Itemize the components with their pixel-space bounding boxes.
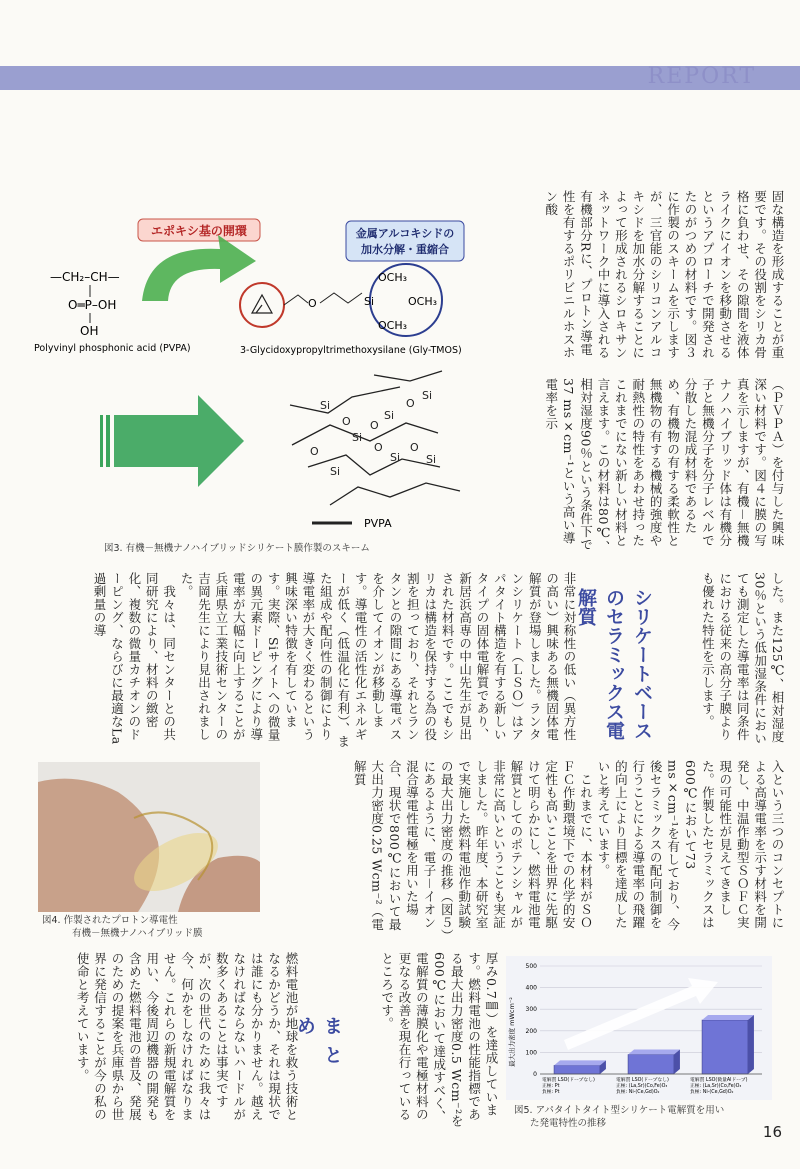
text-column-bottom-left: 燃料電池が地球を救う技術となるかどうか、それは現状では誰にも分かりません。越えなければならないハードルが数多くあることは事実ですが、次の世代のために我々は今、何かをしなければなりません。これらの新規電解質を用い、今後周辺機器の開発も含めた燃料電池の普及、発展のための提案を兵庫県から世界に発信することが今の私の使命と考えています。	[75, 952, 299, 1121]
callout-alkoxide-1: 金属アルコキシドの	[355, 227, 455, 240]
text-column-top-right: 固な構造を形成することが重要です。その役割をシリカ骨格に負わせ、その隙間を液体ライクにイオンを移動させるというアプローチで開発されたのがつめの材料です。図３に作製のスキームを示しますが、三官能のシリコンアルコキシドを加水分解することによって形成されるシロキサンネットワーク中に導入される有機部分Rに、プロトン導電性を有するポリビニルホスホン酸	[543, 190, 785, 359]
bar-top	[702, 1015, 754, 1020]
figure3-caption: 図3. 有機－無機ナノハイブリッドシリケート膜作製のスキーム	[104, 543, 370, 554]
figure5-chart	[506, 956, 772, 1100]
figure4-photo	[38, 762, 260, 912]
y-tick-label: 400	[525, 984, 537, 992]
heading-matome: まとめ	[294, 1016, 343, 1074]
network-si-5: Si	[330, 465, 341, 478]
pvpa-p: O═P–OH	[68, 298, 117, 312]
y-tick-label: 100	[525, 1049, 537, 1057]
section-title: REPORT	[647, 64, 756, 89]
bar	[628, 1055, 674, 1074]
figure5-caption-2: た発電特性の推移	[530, 1118, 607, 1129]
gly-name: 3-Glycidoxypropyltrimethoxysilane (Gly-TMOS)	[240, 345, 462, 356]
bar-category-label: 正極: (La,Sr)(Co,Fe)O₃	[690, 1084, 742, 1089]
pvpa-oh: OH	[80, 324, 99, 338]
bar-category-label: 負極: Pt	[542, 1090, 560, 1095]
gly-si: Si	[364, 295, 375, 308]
y-tick-label: 500	[525, 963, 537, 970]
network-si-7: Si	[426, 453, 437, 466]
bar-category-label: 負極: Ni-(Ce,Gd)O₂	[690, 1090, 734, 1095]
page-number: 16	[762, 1123, 782, 1141]
bar-category-label: 電解質 LSO(ドープなし)	[542, 1078, 595, 1083]
text-column-mid-right: した。また125℃、相対湿度30％という低加湿条件においても測定した導電率は同条件における従来の高分子膜よりも優れた特性を示します。	[700, 572, 785, 745]
network-o-4: O	[374, 441, 383, 454]
y-tick-label: 300	[525, 1006, 537, 1014]
pvpa-name: Polyvinyl phosphonic acid (PVPA)	[34, 343, 191, 354]
network-legend: PVPA	[364, 517, 392, 530]
heading-silicate: シリケートベースのセラミックス電解質	[575, 588, 653, 740]
text-column-top-left: （ＰＶＰＡ）を付与した興味深い材料です。図４に膜の写真を示しますが、有機－無機ナノハイブリッド体は有機分子と無機分子を分子レベルで分散した混成材料であるため、有機物の有する柔軟性と無機物の有する機械的強度や耐熱性の特性をあわせ持ったこれまでにない新しい材料と言えます。この材料は80℃、相対湿度90％という条件下で37 ms×cm⁻¹という高い導電率を示	[543, 378, 785, 554]
bar-side	[748, 1015, 754, 1074]
big-arrow-icon	[114, 395, 244, 487]
gly-o: O	[308, 297, 317, 310]
network-si-6: Si	[390, 451, 401, 464]
text-column-mid-main: 非常に対称性の低い（異方性の高い）興味ある無機固体電解質が登場しました。ランタンシリケート（ＬＳＯ）はアパタイト構造を有する新しいタイプの固体電解質であり、新居浜高専の中山先生が見出された材料です。ここでもシリカは構造を保持する為の役割を担っており、それとランタンとの隙間にある導電パスを介してイオンが移動します。導電性の活性化エネルギーが低く（低温化に有利）、また組成や配向性の制御により導電率が大きく変わるという興味深い特徴を有しています。実際、Siサイトへの微量の異元素ドーピングにより導電率が大幅に向上することが兵庫県立工業技術センターの吉岡先生により見出されました。 我々は、同センターとの共同研究により、材料の緻密化、複数の微量カチオンのドーピング、ならびに最適なLa過剰量の導	[92, 572, 577, 748]
bar-category-label: 電解質 LSO(ドープなし)	[616, 1078, 669, 1083]
pvpa-chain: —CH₂–CH—	[50, 270, 120, 284]
figure5-caption-1: 図5. アパタイトタイト型シリケート電解質を用い	[514, 1105, 725, 1116]
figure4-caption-2: 有機－無機ナノハイブリッド膜	[72, 928, 203, 939]
callout-epoxy: エポキシ基の開環	[151, 224, 247, 238]
y-tick-label: 200	[525, 1027, 537, 1035]
network-o-5: O	[410, 441, 419, 454]
callout-alkoxide-2: 加水分解・重縮合	[361, 243, 449, 256]
bar-category-label: 電解質 LSO(微量Alドープ)	[690, 1078, 748, 1083]
network-o-1: O	[342, 415, 351, 428]
bar-category-label: 正極: (La,Sr)(Co,Fe)O₃	[616, 1084, 668, 1089]
network-si-2: Si	[352, 431, 363, 444]
gly-och3-bottom: OCH₃	[378, 319, 408, 332]
text-column-bottom-main2: 厚み0.7㎜）を達成しています。燃料電池の性能指標である最大出力密度0.5 Wcm⁻²を600℃において達成すべく、電解質の薄膜化や電極材料の更なる改善を現在行っているところです。	[379, 952, 499, 1128]
gly-och3-top: OCH₃	[378, 271, 408, 284]
network-si-3: Si	[384, 409, 395, 422]
network-o-6: O	[310, 445, 319, 458]
network-o-2: O	[370, 419, 379, 432]
bar-top	[554, 1060, 606, 1065]
bar-category-label: 負極: Ni-(Ce,Gd)O₂	[616, 1090, 660, 1095]
bar-category-label: 正極: Pt	[542, 1084, 560, 1089]
network-si-1: Si	[320, 399, 331, 412]
bar	[702, 1020, 748, 1074]
curved-arrow-icon	[142, 235, 256, 301]
figure4-caption-1: 図4. 作製されたプロトン導電性	[42, 915, 178, 926]
network-si-4: Si	[422, 389, 433, 402]
chart-ylabel: 最大出力密度 mWcm⁻²	[508, 997, 516, 1067]
bar	[554, 1065, 600, 1074]
text-column-bottom-main1: 入という三つのコンセプトによる高導電率を示す材料を開発し、中温作動型ＳＯＦＣ実現の可能性が見えてきました。作製したセラミックスは600℃において73 ms×cm⁻¹を有しており、今後セラミックスの配向制御を行うことによる導電率の飛躍的向上により目標を達成したいと考えています。 これまでに、本材料がＳＯＦＣ作動環境下での化学的安定性も高いことを世界に先駆けて明らかにし、燃料電池電解質としてのポテンシャルが非常に高いということも実証しました。昨年度、本研究室で実施した燃料電池作動試験の最大出力密度の推移（図５）にあるように、電子－イオン混合導電性電極を用いた場合、現状で800℃において最大出力密度0.25 Wcm⁻²（電解質	[352, 760, 785, 936]
network-o-3: O	[406, 397, 415, 410]
bar-top	[628, 1050, 680, 1055]
gly-och3-right: OCH₃	[408, 295, 438, 308]
y-tick-label: 0	[533, 1071, 537, 1078]
figure3-scheme	[30, 205, 470, 545]
